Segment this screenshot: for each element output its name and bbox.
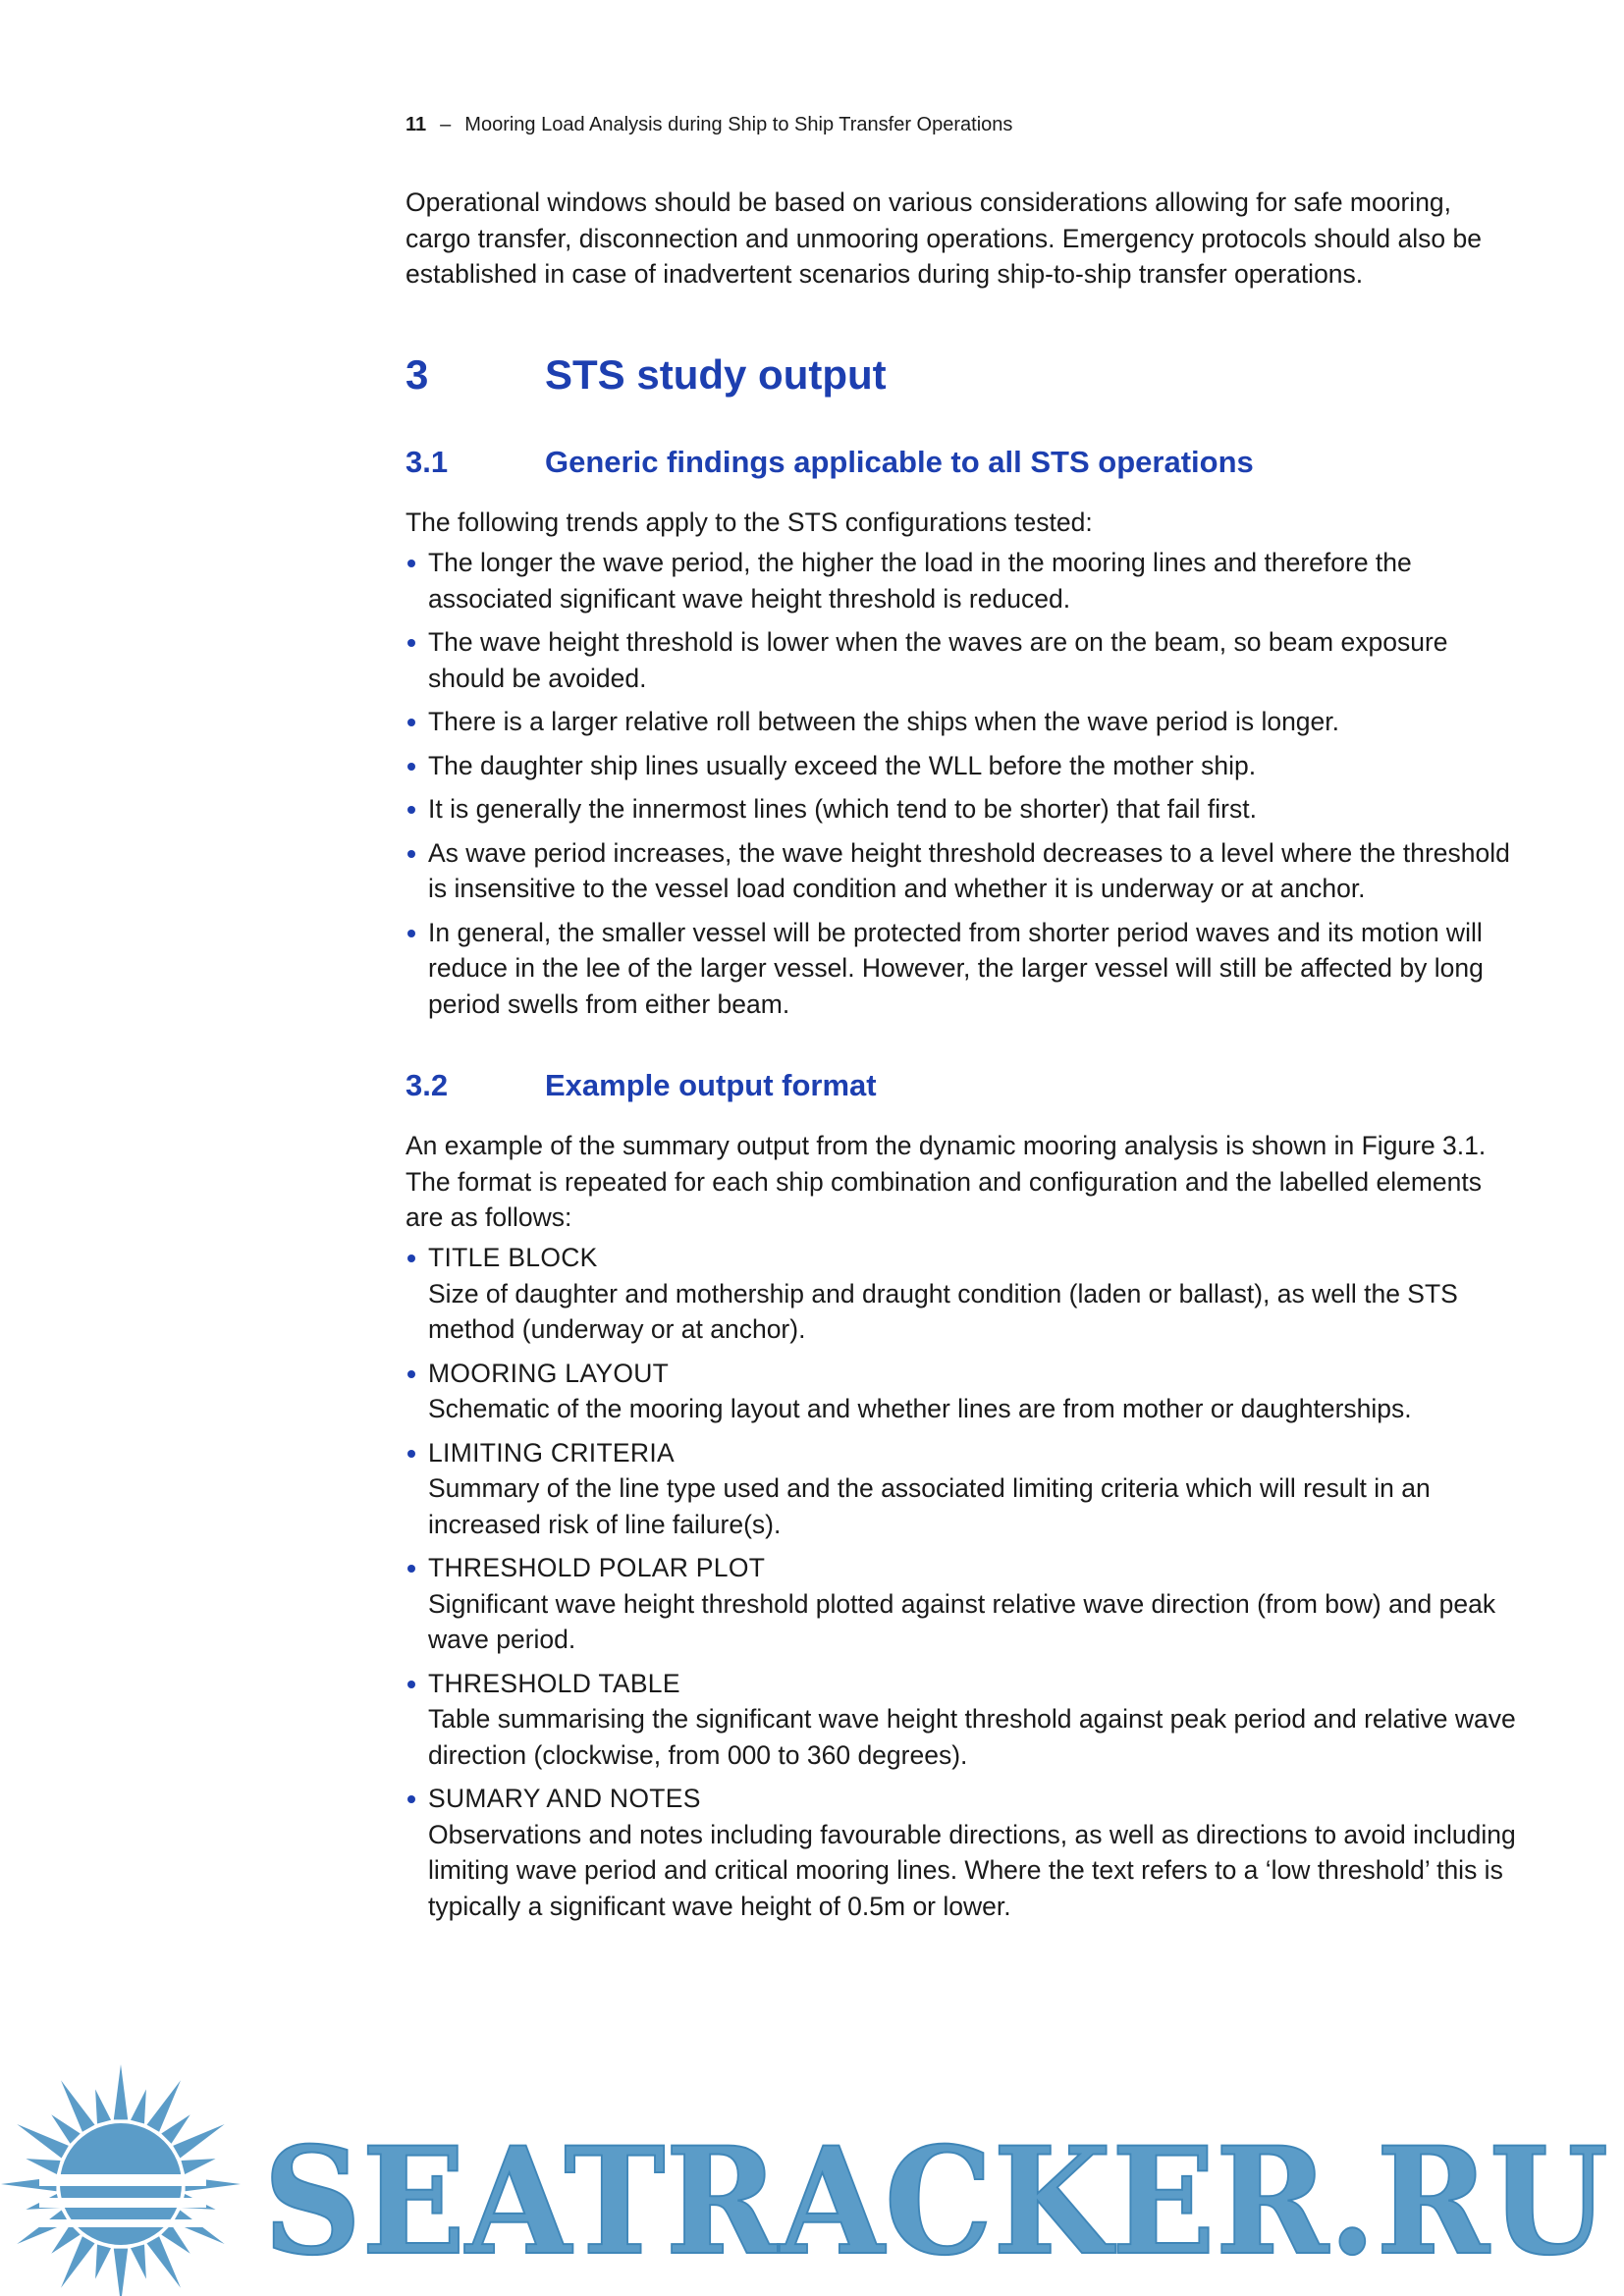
sun-ray (26, 2159, 60, 2174)
list-item (406, 1781, 1517, 1924)
bullet-icon (407, 850, 415, 858)
intro-paragraph: Operational windows should be based on various considerations allowing for safe mooring, cargo transfer, disconnection and unmooring operations. Emergency protocols should also be established in case of inadvertent scenarios during ship-to-ship transfer operations. (406, 187, 1482, 289)
header-separator: – (440, 114, 452, 135)
item-description: Table summarising the significant wave height threshold against peak period and relative wave direction (clockwise, from 000 to 360 degrees). (428, 1704, 1516, 1770)
list-item (406, 1550, 1517, 1658)
list-item: As wave period increases, the wave height threshold decreases to a level where the threshold is insensitive to the vessel load condition and whether it is underway or at anchor. (406, 835, 1517, 907)
item-term: TITLE BLOCK (428, 1243, 598, 1272)
list-item: There is a larger relative roll between the ships when the wave period is longer. (406, 704, 1517, 740)
section-3-2-heading (406, 1067, 877, 1104)
running-header (406, 114, 1012, 136)
sun-ray (131, 2245, 146, 2279)
list-item (406, 1240, 1517, 1348)
section-number: 3.1 (406, 445, 449, 479)
page-number: 11 (406, 114, 427, 135)
bullet-icon (407, 1795, 415, 1803)
bullet-icon (407, 560, 415, 567)
section-title: STS study output (545, 351, 887, 398)
bullet-icon (407, 1450, 415, 1458)
list-item: The daughter ship lines usually exceed the WLL before the mother ship. (406, 748, 1517, 784)
section-3-2-lead: An example of the summary output from the dynamic mooring analysis is shown in Figure 3.1. The format is repeated for each ship combination and configuration and the labelled elements are as follows: (406, 1131, 1487, 1232)
sun-ray (114, 2064, 128, 2119)
item-term: SUMARY AND NOTES (428, 1784, 701, 1813)
item-term: LIMITING CRITERIA (428, 1437, 675, 1468)
bullet-icon (407, 1681, 415, 1688)
section-3-1-lead: The following trends apply to the STS configurations tested: (406, 507, 1093, 537)
sun-ray (147, 2080, 182, 2132)
section-3-1-heading (406, 444, 1254, 481)
sun-icon (1, 2064, 241, 2296)
sun-ray (114, 2249, 128, 2296)
bullet-icon (407, 763, 415, 771)
sun-ray (173, 2124, 225, 2159)
output-elements-list (406, 1240, 1517, 1932)
watermark-text: SEATRACKER.RU (263, 2115, 1608, 2288)
bullet-icon (407, 639, 415, 647)
section-number: 3.2 (406, 1068, 449, 1102)
section-title: Generic findings applicable to all STS operations (545, 445, 1254, 479)
watermark (0, 2056, 1624, 2296)
list-item: It is generally the innermost lines (which tend to be shorter) that fail first. (406, 791, 1517, 828)
section-3-heading (406, 350, 887, 400)
item-term: MOORING LAYOUT (428, 1358, 670, 1388)
sun-ray (147, 2236, 182, 2288)
section-number: 3 (406, 351, 429, 398)
bullet-icon (407, 930, 415, 937)
list-item: In general, the smaller vessel will be protected from shorter period waves and its motion will reduce in the lee of the larger vessel. However, the larger vessel will still be affected by long period swells from either beam. (406, 915, 1517, 1023)
sun-ray (51, 2224, 80, 2253)
sun-ray (95, 2089, 111, 2123)
list-item: The longer the wave period, the higher the load in the mooring lines and therefore the associated significant wave height threshold is reduced. (406, 545, 1517, 616)
bullet-icon (407, 806, 415, 814)
item-description: Significant wave height threshold plotted against relative wave direction (from bow) and peak wave period. (428, 1588, 1496, 1654)
list-item: The wave height threshold is lower when the waves are on the beam, so beam exposure should be avoided. (406, 624, 1517, 696)
sun-ray (161, 2114, 189, 2143)
sun-ray (61, 2080, 95, 2132)
item-term: THRESHOLD TABLE (428, 1668, 680, 1698)
item-description: Summary of the line type used and the associated limiting criteria which will result in an increased risk of line failure(s). (428, 1473, 1431, 1539)
findings-list (406, 545, 1517, 1030)
document-title: Mooring Load Analysis during Ship to Ship Transfer Operations (464, 114, 1013, 135)
list-item (406, 1666, 1517, 1774)
sun-ray (17, 2124, 69, 2159)
item-description: Size of daughter and mothership and draught condition (laden or ballast), as well the STS method (underway or at anchor). (428, 1278, 1458, 1344)
section-title: Example output format (545, 1068, 877, 1102)
sun-ray (61, 2236, 95, 2288)
bullet-icon (407, 1255, 415, 1262)
bullet-icon (407, 1565, 415, 1573)
list-item (406, 1356, 1517, 1427)
item-description: Schematic of the mooring layout and whether lines are from mother or daughterships. (428, 1394, 1412, 1423)
bullet-icon (407, 719, 415, 726)
item-term: THRESHOLD POLAR PLOT (428, 1553, 766, 1582)
sun-ray (161, 2224, 189, 2253)
sun-ray (95, 2245, 111, 2279)
bullet-icon (407, 1370, 415, 1378)
sun-ray (51, 2114, 80, 2143)
item-description: Observations and notes including favourable directions, as well as directions to avoid including limiting wave period and critical mooring lines. Where the text refers to a ‘low threshold’ this is typically a significant wave height of 0.5m or lower. (428, 1819, 1516, 1921)
sun-ray (182, 2159, 216, 2174)
list-item (406, 1435, 1517, 1543)
sun-ray (131, 2089, 146, 2123)
